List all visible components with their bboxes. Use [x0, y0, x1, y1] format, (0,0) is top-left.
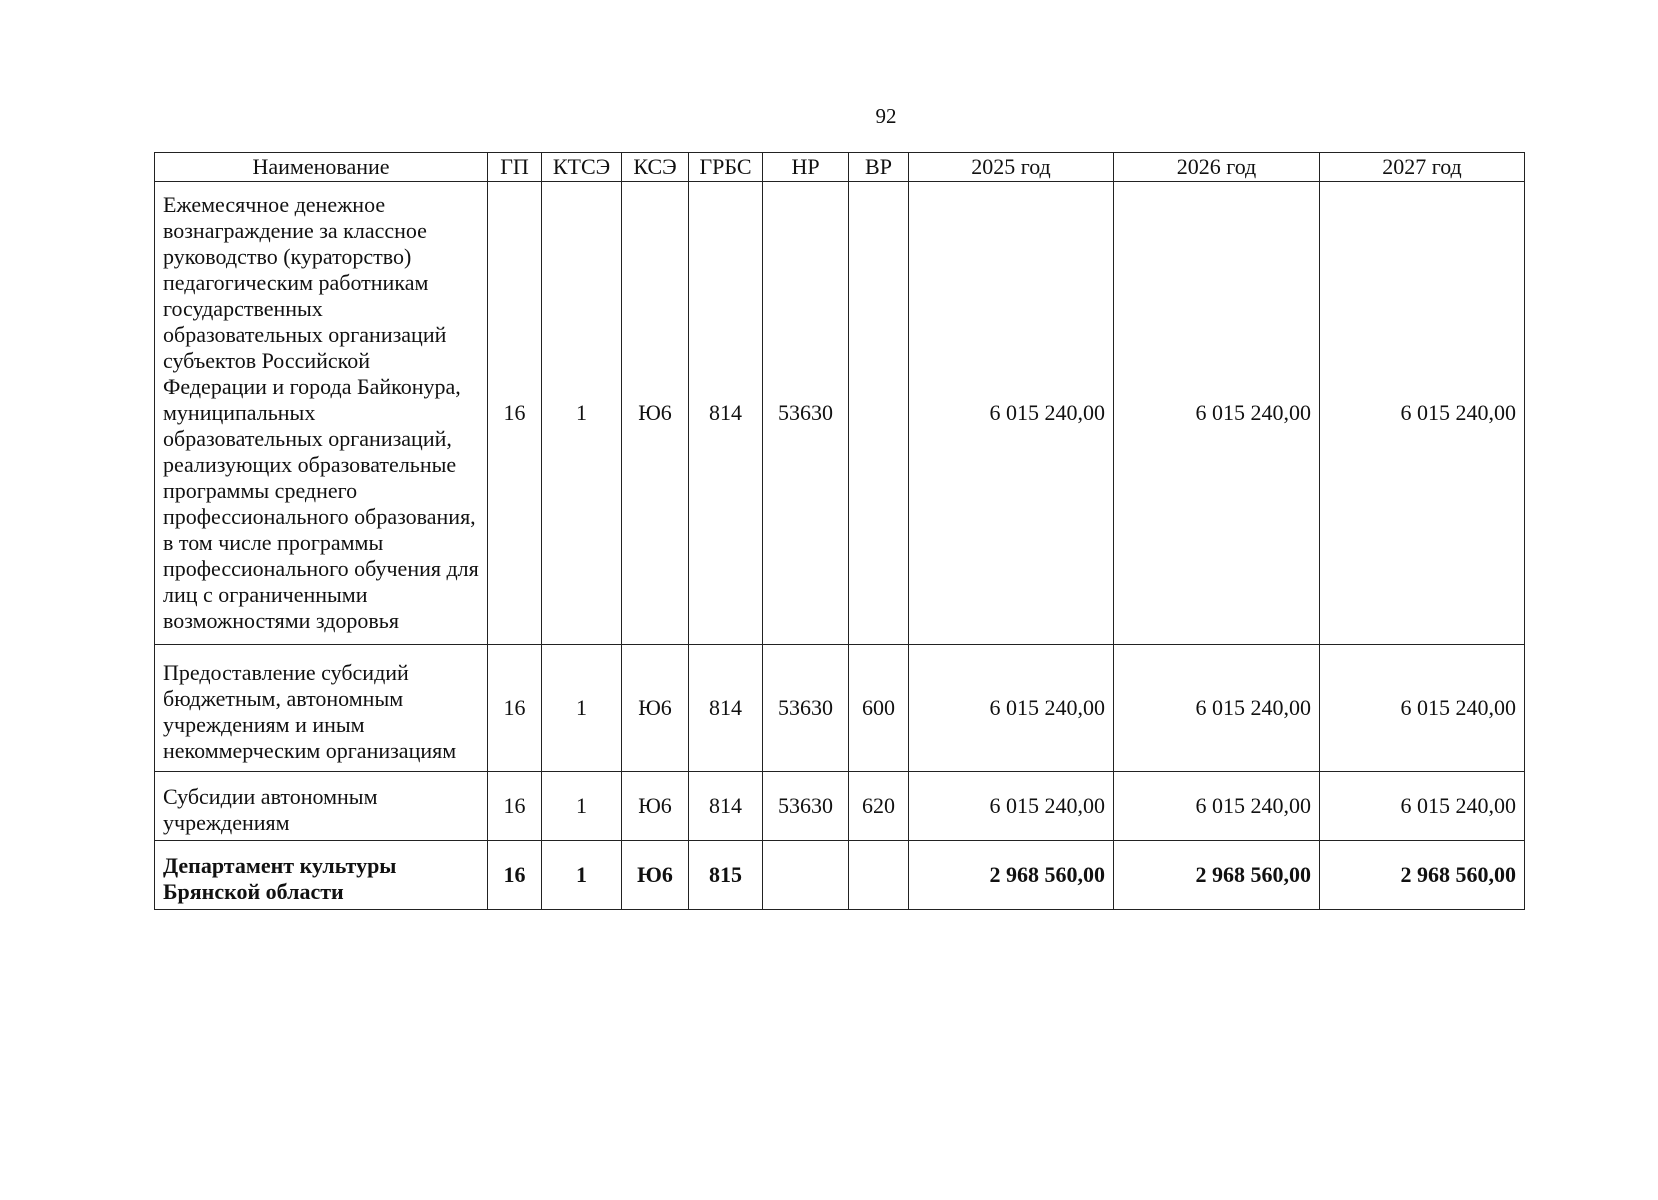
header-kse: КСЭ: [622, 153, 689, 182]
row-gp: 16: [488, 182, 542, 645]
row-amount-2027: 6 015 240,00: [1320, 182, 1525, 645]
row-vr: 620: [849, 772, 909, 841]
row-ktse: 1: [542, 645, 622, 772]
row-amount-2025: 6 015 240,00: [909, 182, 1114, 645]
row-vr: [849, 182, 909, 645]
row-amount-2027: 6 015 240,00: [1320, 645, 1525, 772]
row-amount-2025: 6 015 240,00: [909, 645, 1114, 772]
row-grbs: 814: [689, 772, 763, 841]
row-grbs: 815: [689, 841, 763, 910]
row-kse: Ю6: [622, 645, 689, 772]
row-kse: Ю6: [622, 772, 689, 841]
row-vr: [849, 841, 909, 910]
row-gp: 16: [488, 772, 542, 841]
row-name: Субсидии автономным учреждениям: [155, 772, 488, 841]
header-nr: НР: [763, 153, 849, 182]
row-amount-2026: 6 015 240,00: [1114, 772, 1320, 841]
row-nr: [763, 841, 849, 910]
row-gp: 16: [488, 841, 542, 910]
budget-table: [154, 152, 1525, 910]
row-name: Предоставление субсидий бюджетным, автономным учреждениям и иным некоммерческим организациям: [155, 645, 488, 772]
row-ktse: 1: [542, 841, 622, 910]
row-amount-2027: 6 015 240,00: [1320, 772, 1525, 841]
header-grbs: ГРБС: [689, 153, 763, 182]
table-row: [155, 772, 1525, 841]
row-amount-2025: 6 015 240,00: [909, 772, 1114, 841]
row-nr: 53630: [763, 645, 849, 772]
header-2025: 2025 год: [909, 153, 1114, 182]
row-gp: 16: [488, 645, 542, 772]
header-vr: ВР: [849, 153, 909, 182]
row-amount-2026: 6 015 240,00: [1114, 645, 1320, 772]
row-name: Ежемесячное денежное вознаграждение за классное руководство (кураторство) педагогическим работникам государственных образовательных организаций субъектов Российской Федерации и города Байконура, муниципальных образовательных организаций, реализующих образовательные программы среднего профессионального образования, в том числе программы профессионального обучения для лиц с ограниченными возможностями здоровья: [155, 182, 488, 645]
row-grbs: 814: [689, 645, 763, 772]
row-name: Департамент культуры Брянской области: [155, 841, 488, 910]
table-row: [155, 182, 1525, 645]
row-vr: 600: [849, 645, 909, 772]
header-2027: 2027 год: [1320, 153, 1525, 182]
table-row-total: [155, 841, 1525, 910]
row-nr: 53630: [763, 182, 849, 645]
header-row: [155, 153, 1525, 182]
table-row: [155, 645, 1525, 772]
row-amount-2026: 2 968 560,00: [1114, 841, 1320, 910]
row-ktse: 1: [542, 772, 622, 841]
row-amount-2026: 6 015 240,00: [1114, 182, 1320, 645]
header-name: Наименование: [155, 153, 488, 182]
row-kse: Ю6: [622, 841, 689, 910]
row-amount-2025: 2 968 560,00: [909, 841, 1114, 910]
row-kse: Ю6: [622, 182, 689, 645]
page-number: 92: [875, 104, 897, 128]
header-ktse: КТСЭ: [542, 153, 622, 182]
row-nr: 53630: [763, 772, 849, 841]
header-gp: ГП: [488, 153, 542, 182]
row-ktse: 1: [542, 182, 622, 645]
row-amount-2027: 2 968 560,00: [1320, 841, 1525, 910]
row-grbs: 814: [689, 182, 763, 645]
header-2026: 2026 год: [1114, 153, 1320, 182]
